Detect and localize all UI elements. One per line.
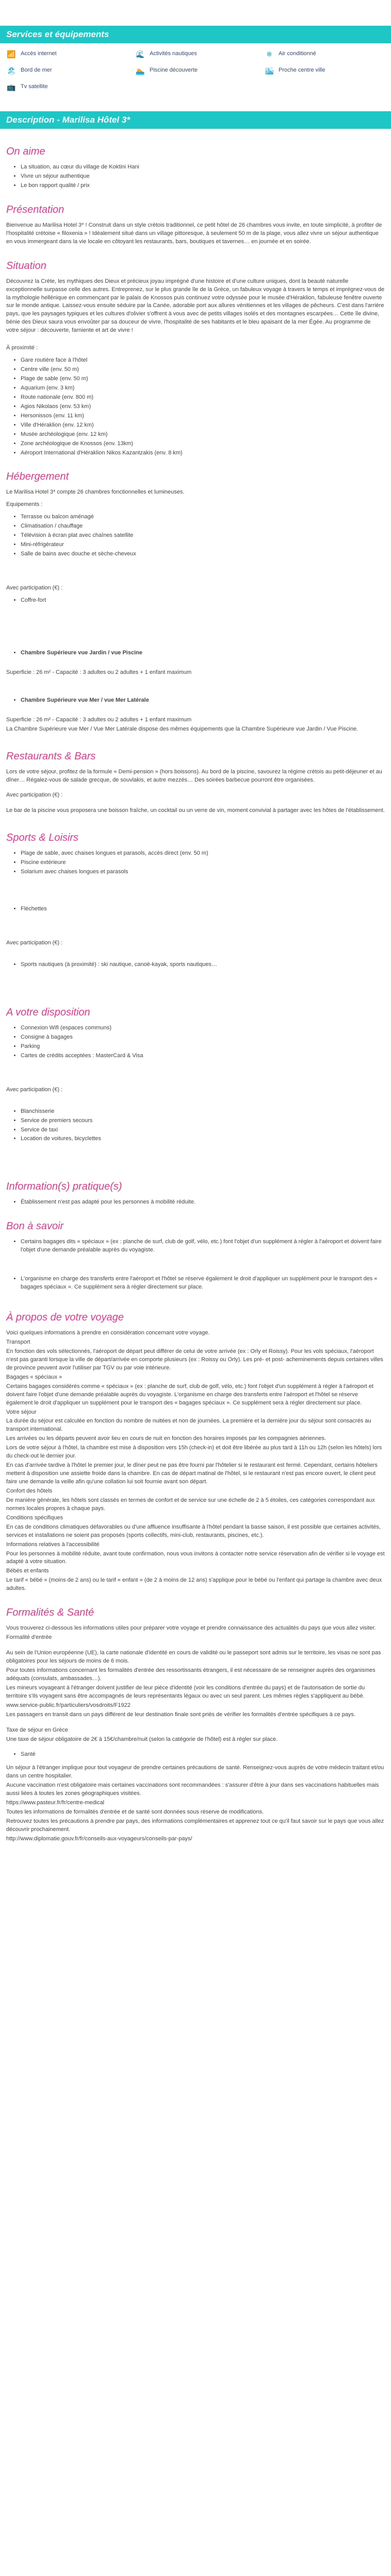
situation-text: Découvrez la Crète, les mythiques des Dieux et précieux joyau imprégné d'une histoire et d'une culture uniques, dont la beauté naturelle exceptionnelle surpasse celle des autres. Entreprenez, sur le plus grande île de la Grèce, un fabuleux voyage à travers le temps et imprégnez-vous de la mythologie hellénique en commençant par le palais de Knossos puis continuez votre odyssée pour le musée d'Héraklion, fabuleuse fenêtre ouverte sur le monde antique. Laissez-vous ensuite séduire par la Canée, adorable port aux allures vénitiennes et les villages de pêcheurs. C'est dans l'arrière pays, que les paysages typiques et les cultures d'olivier s'offrent à vous avec de petits villages isolés et des montagnes escarpées… Cette île divine, bénie des Dieux saura vous envoûter par sa douceur de vivre, l'hospitalité de ses habitants et le bleu apaisant de la mer Égée. Au programme de votre séjour : découverte, farniente et art de vivre ! — [6, 278, 385, 334]
sports-extra-list — [21, 905, 385, 913]
list-item: • Piscine extérieure — [21, 859, 385, 867]
section-title: Sports & Loisirs — [6, 832, 79, 844]
restaurants-text-2: Le bar de la piscine vous proposera une boisson fraîche, un cocktail ou un verre de vin, moment convivial à partager avec les hôtes de l'établissement. — [6, 807, 385, 814]
list-item: • Terrasse ou balcon aménagé — [21, 513, 385, 521]
list-item: • Climatisation / chauffage — [21, 522, 385, 531]
list-item: • Santé — [21, 1751, 385, 1759]
dispo-list — [21, 1024, 385, 1060]
presentation-text: Bienvenue au Marilisa Hotel 3* ! Construit dans un style crétois traditionnel, ce petit hôtel de 26 chambres vous invite, en toute simplicité, à profiter de l'hospitalité crétoise « filoxenia » ! Idéalement situé dans un village pittoresque, à seulement 50 m de la plage, vous allez vivre un séjour authentique en vous immergeant dans la vie locale en côtoyant les restaurants, bars, boutiques et tavernes… en journée et en soirée. — [6, 222, 382, 245]
section-title: Formalités & Santé — [6, 1607, 94, 1619]
list-item: • Location de voitures, bicyclettes — [21, 1135, 385, 1143]
dispo-paid-list — [21, 1108, 385, 1144]
list-item: • Service de taxi — [21, 1126, 385, 1134]
services-grid — [0, 43, 391, 93]
list-item: • Plage de sable, avec chaises longues et parasols, accès direct (env. 50 m) — [21, 850, 385, 858]
list-item: • Sports nautiques (à proximité) : ski nautique, canoë-kayak, sports nautiques… — [21, 961, 385, 969]
hebergement-text: Le Marilisa Hotel 3* compte 26 chambres fonctionnelles et lumineuses. — [6, 489, 185, 496]
list-item: • Hersonissos (env. 11 km) — [21, 412, 385, 420]
room-text: Superficie : 26 m² - Capacité : 3 adultes ou 2 adultes + 1 enfant maximum — [6, 716, 192, 723]
bon-list — [21, 1238, 385, 1292]
services-header — [0, 26, 391, 43]
list-item: • L'organisme en charge des transferts entre l'aéroport et l'hôtel se réserve également le droit d'appliquer un supplément pour le transport des « bagages spéciaux ». Ce supplément sera à régler directement sur place. — [21, 1275, 385, 1292]
list-item: • Route nationale (env. 800 m) — [21, 394, 385, 402]
prox-list — [21, 357, 385, 457]
section-title: Présentation — [6, 204, 64, 215]
section-title: A votre disposition — [6, 1006, 90, 1018]
list-item: • Coffre-fort — [21, 597, 385, 605]
list-item: • Gare routière face à l'hôtel — [21, 357, 385, 365]
section-title: Information(s) pratique(s) — [6, 1181, 122, 1193]
wifi-icon: 📶 — [7, 49, 16, 58]
list-item: • Solarium avec chaises longues et parasols — [21, 868, 385, 876]
section-title: Restaurants & Bars — [6, 750, 96, 762]
tv-icon: 📺 — [7, 82, 16, 91]
list-item: • Ville d'Héraklion (env. 12 km) — [21, 421, 385, 430]
services-title: Services et équipements — [6, 29, 109, 39]
room-block — [6, 697, 385, 734]
list-item: • Aéroport International d'Héraklion Nikos Kazantzakis (env. 8 km) — [21, 449, 385, 457]
section-title: À propos de votre voyage — [6, 1312, 124, 1324]
list-item: • Zone archéologique de Knossos (env. 13km) — [21, 440, 385, 448]
restaurants-text: Lors de votre séjour, profitez de la formule « Demi-pension » (hors boissons). Au bord de la piscine, savourez la régime crétois au petit-déjeuner et au dîner… Régalez-vous de salade grecque, de souvlakis, et autre mezzés… Des soirées barbecue pourront être organisées. — [6, 768, 382, 783]
list-item: • Vivre un séjour authentique — [21, 173, 385, 181]
list-item: • Plage de sable (env. 50 m) — [21, 375, 385, 383]
activities-icon: 🌊 — [136, 49, 145, 58]
section-title: Hébergement — [6, 471, 69, 483]
section-title: On aime — [6, 146, 45, 157]
list-item: • Mini-réfrigérateur — [21, 541, 385, 549]
pool-icon: 🏊 — [136, 66, 145, 75]
room-name: • Chambre Supérieure vue Mer / vue Mer Latérale — [21, 697, 385, 705]
service-item: 📺 Tv satellite — [6, 81, 135, 93]
list-item: • Établissement n'est pas adapté pour les personnes à mobilité réduite. — [21, 1198, 385, 1207]
description-content — [0, 144, 391, 1843]
sea-icon: 🏖 — [7, 66, 16, 75]
list-item: • Parking — [21, 1043, 385, 1051]
room-name: • Chambre Supérieure vue Jardin / vue Piscine — [21, 649, 385, 657]
sante-list — [21, 1751, 385, 1759]
section-title: Bon à savoir — [6, 1221, 64, 1232]
pmr-list — [21, 1198, 385, 1207]
room-text: La Chambre Supérieure vue Mer / Vue Mer Latérale dispose des mêmes équipements que la Chambre Supérieure vue Jardin / Vue Piscine. — [6, 725, 359, 732]
list-item: • Service de premiers secours — [21, 1117, 385, 1125]
description-header — [0, 111, 391, 129]
prox-label: À proximité : — [6, 345, 38, 351]
list-item: • Aquarium (env. 3 km) — [21, 384, 385, 393]
apropos-text: Voici quelques informations à prendre en considération concernant votre voyage. Transport En fonction des vols sélectionnés, l'aéroport de départ peut différer de celui de votre arrivée (ex : Orly et Roissy). Pour les vols spéciaux, l'aéroport n'est pas garanti lorsque la ville de départ/arrivée en comporte plusieurs (ex : Roissy ou Orly). Les pré- et post- acheminements depuis certaines villes de province peuvent avoir l'utiliser par TGV ou par voie intérieure. Bagages « spéciaux » Certains bagages considérés comme « spéciaux » (ex : planche de surf, club de golf, vélo, etc.) font l'objet d'un supplément à régler à l'aéroport et doivent faire l'objet d'une demande préalable auprès du voyagiste. L'organisme en charge des transferts entre l'aéroport et l'hôtel se réserve également le droit d'appliquer un supplément pour le transport des « bagages spéciaux ». Ce supplément sera à régler directement sur place. Votre séjour La durée du séjour est calculée en fonction du nombre de nuitées et non de journées. La première et la dernière jour du séjour sont consacrés au transport international. Les arrivées ou les départs peuvent avoir lieu en cours de nuit en fonction des horaires imposés par les compagnies aériennes. Lors de votre séjour à l'hôtel, la chambre est mise à disposition vers 15h (check-in) et doit être libérée au plus tard à 11h ou 12h (selon les hôtels) lors du check-out le dernier jour. En cas d'arrivée tardive à l'hôtel le premier jour, le dîner peut ne pas être fourni par l'hôtelier si le restaurant est fermé. Cependant, certains hôteliers mettent à disposition une assiette froide dans la chambre. En cas de départ matinal de l'hôtel, si le restaurant n'est pas encore ouvert, le client peut faire une demande la veille afin qu'une collation lui soit fournie avant son départ. Confort des hôtels De manière générale, les hôtels sont classés en termes de confort et de service sur une échelle de 2 à 5 étoiles, ces catégories correspondant aux normes locales propres à chaque pays. Conditions spécifiques En cas de conditions climatiques défavorables ou d'une affluence insuffisante à l'hôtel pendant la basse saison, il est possible que certaines activités, services et installations ne soient pas proposés (sports collectifs, mini-club, restaurants, piscines, etc.). Informations relatives à l'accessibilité Pour les personnes à mobilité réduite, avant toute confirmation, nous vous invitons à contacter notre service réservation afin de vérifier si le voyage est adapté à votre situation. Bébés et enfants Le tarif « bébé » (moins de 2 ans) ou le tarif « enfant » (de 2 à moins de 12 ans) s'applique pour le bébé ou l'enfant qui partage la chambre avec deux adultes. — [6, 1330, 385, 1592]
list-item: • La situation, au cœur du village de Koktini Hani — [21, 163, 385, 172]
sports-paid-list — [21, 961, 385, 969]
service-item: 🏙 Proche centre ville — [264, 65, 391, 76]
list-item: • Connexion Wifi (espaces communs) — [21, 1024, 385, 1032]
room-block — [6, 649, 385, 677]
city-icon: 🏙 — [265, 66, 274, 75]
list-item: • Centre ville (env. 50 m) — [21, 366, 385, 374]
list-item: • Salle de bains avec douche et sèche-cheveux — [21, 550, 385, 558]
service-item: 📶 Accès internet — [6, 48, 135, 60]
paid-label: Avec participation (€) : — [6, 940, 63, 946]
list-item: • Blanchisserie — [21, 1108, 385, 1116]
list-item: • Fléchettes — [21, 905, 385, 913]
sante-text: Un séjour à l'étranger implique pour tout voyageur de prendre certaines précautions de santé. Renseignez-vous auprès de votre médecin traitant et/ou dans un centre hospitalier. Aucune vaccination n'est obligatoire mais certaines vaccinations sont recommandées : s'assurer d'être à jour dans ses vaccinations habituelles mais aussi liées à toutes les zones géographiques visitées. https://www.pasteur.fr/fr/centre-medical Toutes les informations de formalités d'entrée et de santé sont données sous réserve de modifications. Retrouvez toutes les précautions à prendre par pays, des informations complémentaires et apprenez tout ce qu'il faut savoir sur le pays que vous allez découvrir prochainement. http://www.diplomatie.gouv.fr/fr/conseils-aux-voyageurs/conseils-par-pays/ — [6, 1765, 384, 1842]
equip-label: Equipements : — [6, 501, 43, 508]
list-item: • Cartes de crédits acceptées : MasterCard & Visa — [21, 1052, 385, 1060]
list-item: • Musée archéologique (env. 12 km) — [21, 431, 385, 439]
ac-icon: ❄ — [266, 49, 272, 58]
list-item: • Télévision à écran plat avec chaînes satellite — [21, 532, 385, 540]
section-title: Situation — [6, 260, 46, 272]
list-item: • Agios Nikolaos (env. 53 km) — [21, 403, 385, 411]
list-item: • Le bon rapport qualité / prix — [21, 182, 385, 190]
service-item: 🌊 Activités nautiques — [135, 48, 264, 60]
equip-list — [21, 513, 385, 558]
paid-label: Avec participation (€) : — [6, 585, 63, 591]
formalites-text: Vous trouverez ci-dessous les informations utiles pour préparer votre voyage et prendre connaissance des actualités du pays que vous allez visiter. Formalité d'entrée Au sein de l'Union européenne (UE), la carte nationale d'identité en cours de validité ou le passeport sont admis sur le territoire, les visas ne sont pas obligatoires pour les séjours de moins de 6 mois. Pour toutes informations concernant les formalités d'entrée des ressortissants étrangers, il est nécessaire de se renseigner auprès des organismes adéquats (consulats, ambassades…). Les mineurs voyageant à l'étranger doivent justifier de leur pièce d'identité (voir les conditions d'entrée du pays) et de l'autorisation de sortie du territoire s'ils voyagent sans être accompagnés de leurs représentants légaux ou avec un seul parent. Les mêmes règles s'appliquent au bébé. www.service-public.fr/particuliers/vosdroits/F1922 Les passagers en transit dans un pays différent de leur destination finale sont priés de vérifier les formalités d'entrée spécifiques à ce pays. Taxe de séjour en Grèce Une taxe de séjour obligatoire de 2€ à 15€/chambre/nuit (selon la catégorie de l'hôtel) est à régler sur place. — [6, 1625, 381, 1742]
list-item: • Consigne à bagages — [21, 1033, 385, 1042]
description-title: Description - Marilisa Hôtel 3* — [6, 115, 130, 125]
on-aime-list — [21, 163, 385, 190]
paid-label: Avec participation (€) : — [6, 1086, 63, 1093]
room-text: Superficie : 26 m² - Capacité : 3 adultes ou 2 adultes + 1 enfant maximum — [6, 669, 192, 675]
paid-list — [21, 597, 385, 605]
list-item: • Certains bagages dits « spéciaux » (ex : planche de surf, club de golf, vélo, etc.) font l'objet d'un supplément à régler à l'aéroport et doivent faire l'objet d'une demande préalable auprès du voyagiste. — [21, 1238, 385, 1255]
sports-list — [21, 850, 385, 876]
service-item: 🏊 Piscine découverte — [135, 65, 264, 76]
paid-label: Avec participation (€) : — [6, 792, 63, 799]
service-item: 🏖 Bord de mer — [6, 65, 135, 76]
service-item: ❄ Air conditionné — [264, 48, 391, 60]
